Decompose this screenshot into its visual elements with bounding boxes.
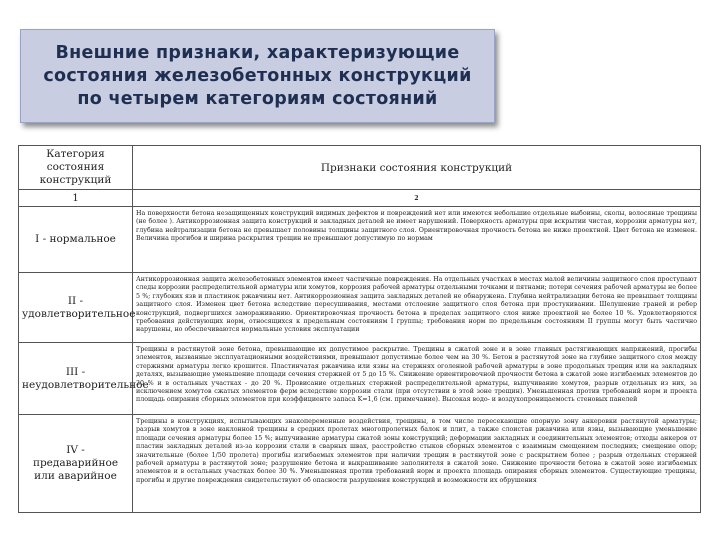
category-cell: III - неудовлетворительное	[19, 343, 133, 415]
table-row	[19, 273, 701, 343]
signs-cell: Антикоррозионная защита железобетонных элементов имеет частичные повреждения. На отдельных участках в местах малой величины защитного слоя проступают следы коррозии распределительной арматуры или хомутов, коррозия рабочей арматуры отдельными точками и пятнами; потери сечения рабочей арматуры не более 5 %; глубоких язв и пластинок ржавчины нет. Антикоррозионная защита закладных деталей не обнаружена. Глубина нейтрализации бетона не превышает толщины защитного слоя. Изменен цвет бетона вследствие пересушивания, местами отслоение защитного слоя бетона при простукивании. Шелушение граней и ребер конструкций, подвергшихся замораживанию. Ориентировочная прочность бетона в пределах защитного слоя ниже проектной не более 10 %. Удовлетворяются требования действующих норм, относящихся к предельным состояниям I группы; требования норм по предельным состояниям II группы могут быть частично нарушены, но обеспечиваются нормальные условия эксплуатации	[133, 273, 701, 343]
title-box	[20, 29, 495, 123]
category-cell: II - удовлетворительное	[19, 273, 133, 343]
table-row	[19, 207, 701, 273]
signs-cell: На поверхности бетона незащищенных конструкций видимых дефектов и повреждений нет или имеются небольшие отдельные выбоины, сколы, волосяные трещины (не более ). Антикоррозионная защита конструкций и закладных деталей не имеет нарушений. Поверхность арматуры при вскрытии чистая, коррозии арматуры нет, глубина нейтрализации бетона не превышает половины толщины защитного слоя. Ориентировочная прочность бетона не ниже проектной. Цвет бетона не изменен. Величина прогибов и ширина раскрытия трещин не превышают допустимую по нормам	[133, 207, 701, 273]
category-cell: I - нормальное	[19, 207, 133, 273]
table-header-row	[19, 146, 701, 190]
table-row	[19, 415, 701, 513]
category-cell: IV - предаварийное или аварийное	[19, 415, 133, 513]
header-category: Категория состояния конструкций	[19, 146, 133, 190]
signs-cell: Трещины в конструкциях, испытывающих знакопеременные воздействия, трещины, в том числе пересекающие опорную зону анкеровки растянутой арматуры; разрыв хомутов в зоне наклонной трещины в средних пролетах многопролетных балок и плит, а также слоистая ржавчина или язвы, вызывающие уменьшение площади сечения арматуры более 15 %; выпучивание арматуры сжатой зоны конструкций; деформации закладных и соединительных элементов; отходы анкеров от пластин закладных деталей из-за коррозии стали в сварных швах, расстройство стыков сборных элементов с взаимным смещением последних; смещение опор; значительные (более 1/50 пролета) прогибы изгибаемых элементов при наличии трещин в растянутой зоне с раскрытием более ; разрыв отдельных стержней рабочей арматуры в растянутой зоне; разрушение бетона и выкрашивание заполнителя в сжатой зоне. Снижение прочности бетона в сжатой зоне изгибаемых элементов и в остальных участках более 30 %. Уменьшенная против требований норм и проекта площадь опирания сборных элементов. Существующие трещины, прогибы и другие повреждения свидетельствуют об опасности разрушения конструкций и возможности их обрушения	[133, 415, 701, 513]
table-row	[19, 343, 701, 415]
slide-title: Внешние признаки, характеризующие состояния железобетонных конструкций по четырем категориям состояний	[43, 42, 472, 109]
column-number-2: 2	[133, 190, 701, 207]
header-signs: Признаки состояния конструкций	[133, 146, 701, 190]
signs-cell: Трещины в растянутой зоне бетона, превышающие их допустимое раскрытие. Трещины в сжатой зоне и в зоне главных растягивающих напряжений, прогибы элементов, вызванные эксплуатационными воздействиями, превышают допустимые более чем на 30 %. Бетон в растянутой зоне на глубине защитного слоя между стержнями арматуры легко крошится. Пластинчатая ржавчина или язвы на стержнях оголенной рабочей арматуры в зоне продольных трещин или на закладных деталях, вызывающие уменьшение площади сечения стержней от 5 до 15 %. Снижение ориентировочной прочности бетона в сжатой зоне изгибаемых элементов до 30 % и в остальных участках - до 20 %. Провисание отдельных стержней распределительной арматуры, выпучивание хомутов, разрыв отдельных из них, за исключением хомутов сжатых элементов ферм вследствие коррозии стали (при отсутствии в этой зоне трещин). Уменьшенная против требований норм и проекта площадь опирания сборных элементов при коэффициенте запаса K=1,6 (см. примечание). Высокая водо- и воздухопроницаемость стеновых панелей	[133, 343, 701, 415]
categories-table	[18, 145, 701, 513]
table-number-row	[19, 190, 701, 207]
column-number-1: 1	[19, 190, 133, 207]
